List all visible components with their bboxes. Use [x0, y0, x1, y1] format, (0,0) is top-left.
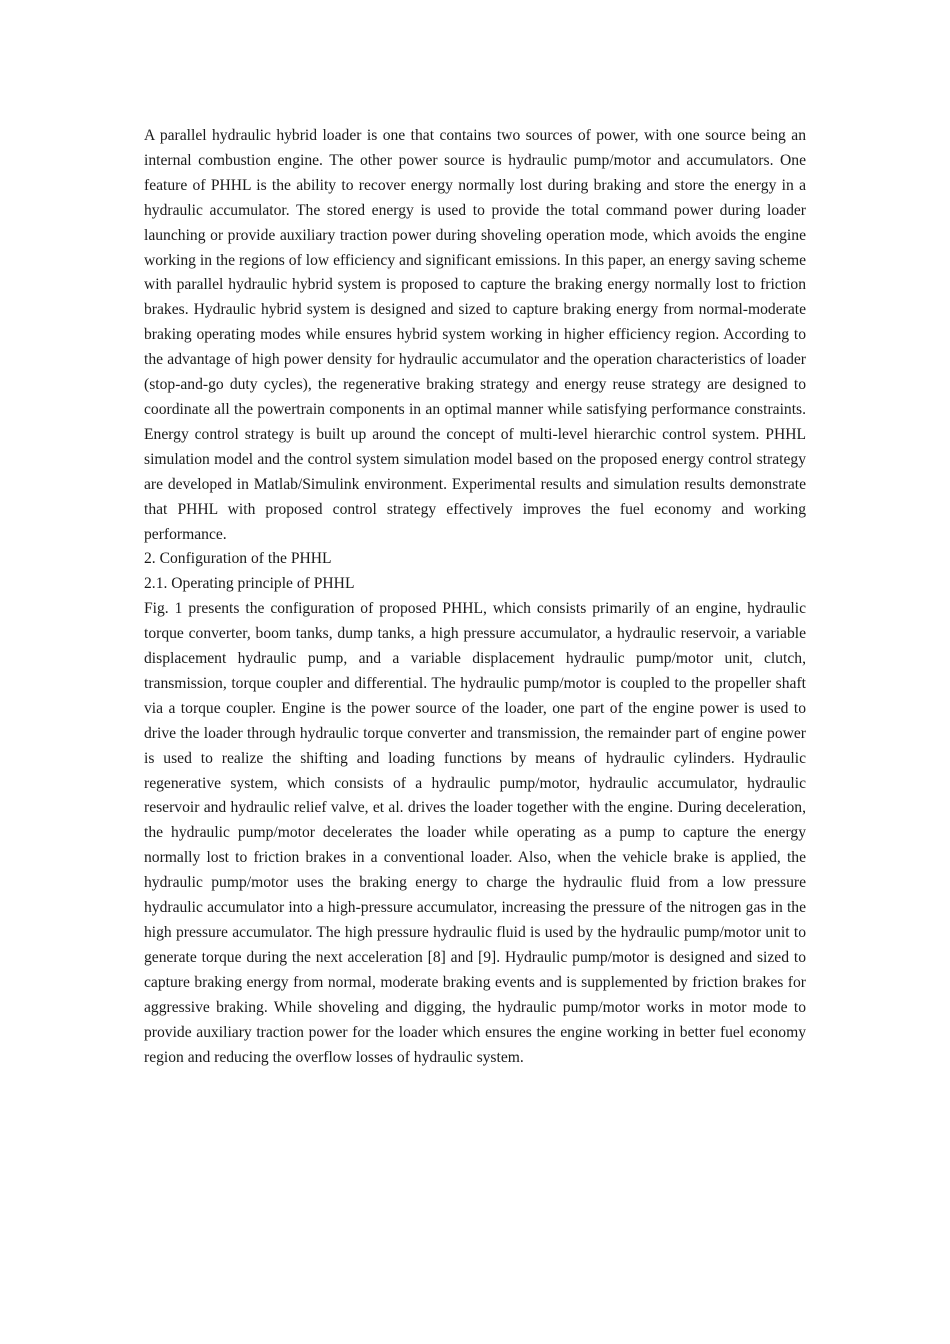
subsection-heading: 2.1. Operating principle of PHHL — [144, 575, 355, 593]
document-page — [144, 124, 806, 1070]
section-heading: 2. Configuration of the PHHL — [144, 550, 332, 568]
body-paragraph: Fig. 1 presents the configuration of proposed PHHL, which consists primarily of an engine, hydraulic torque converter, boom tanks, dump tanks, a high pressure accumulator, a hydraulic reservoir, a variable displacement hydraulic pump, and a variable displacement hydraulic pump/motor unit, clutch, transmission, torque coupler and differential. The hydraulic pump/motor is coupled to the propeller shaft via a torque coupler. Engine is the power source of the loader, one part of the engine power is used to drive the loader through hydraulic torque converter and transmission, the remainder part of engine power is used to realize the shifting and loading functions by means of hydraulic cylinders. Hydraulic regenerative system, which consists of a hydraulic pump/motor, hydraulic accumulator, hydraulic reservoir and hydraulic relief valve, et al. drives the loader together with the engine. During deceleration, the hydraulic pump/motor decelerates the loader while operating as a pump to capture the energy normally lost to friction brakes in a conventional loader. Also, when the vehicle brake is applied, the hydraulic pump/motor uses the braking energy to charge the hydraulic fluid from a low pressure hydraulic accumulator into a high-pressure accumulator, increasing the pressure of the nitrogen gas in the high pressure accumulator. The high pressure hydraulic fluid is used by the hydraulic pump/motor unit to generate torque during the next acceleration [8] and [9]. Hydraulic pump/motor is designed and sized to capture braking energy from normal, moderate braking events and is supplemented by friction brakes for aggressive braking. While shoveling and digging, the hydraulic pump/motor works in motor mode to provide auxiliary traction power for the loader which ensures the engine working in better fuel economy region and reducing the overflow losses of hydraulic system. — [144, 600, 806, 1066]
intro-paragraph: A parallel hydraulic hybrid loader is one that contains two sources of power, with one source being an internal combustion engine. The other power source is hydraulic pump/motor and accumulators. One feature of PHHL is the ability to recover energy normally lost during braking and store the energy in a hydraulic accumulator. The stored energy is used to provide the total command power during loader launching or provide auxiliary traction power during shoveling operation mode, which avoids the engine working in the regions of low efficiency and significant emissions. In this paper, an energy saving scheme with parallel hydraulic hybrid system is proposed to capture the braking energy normally lost to friction brakes. Hydraulic hybrid system is designed and sized to capture braking energy from normal-moderate braking operating modes while ensures hybrid system working in higher efficiency region. According to the advantage of high power density for hydraulic accumulator and the operation characteristics of loader (stop-and-go duty cycles), the regenerative braking strategy and energy reuse strategy are designed to coordinate all the powertrain components in an optimal manner while satisfying performance constraints. Energy control strategy is built up around the concept of multi-level hierarchic control system. PHHL simulation model and the control system simulation model based on the proposed energy control strategy are developed in Matlab/Simulink environment. Experimental results and simulation results demonstrate that PHHL with proposed control strategy effectively improves the fuel economy and working performance. — [144, 127, 806, 543]
